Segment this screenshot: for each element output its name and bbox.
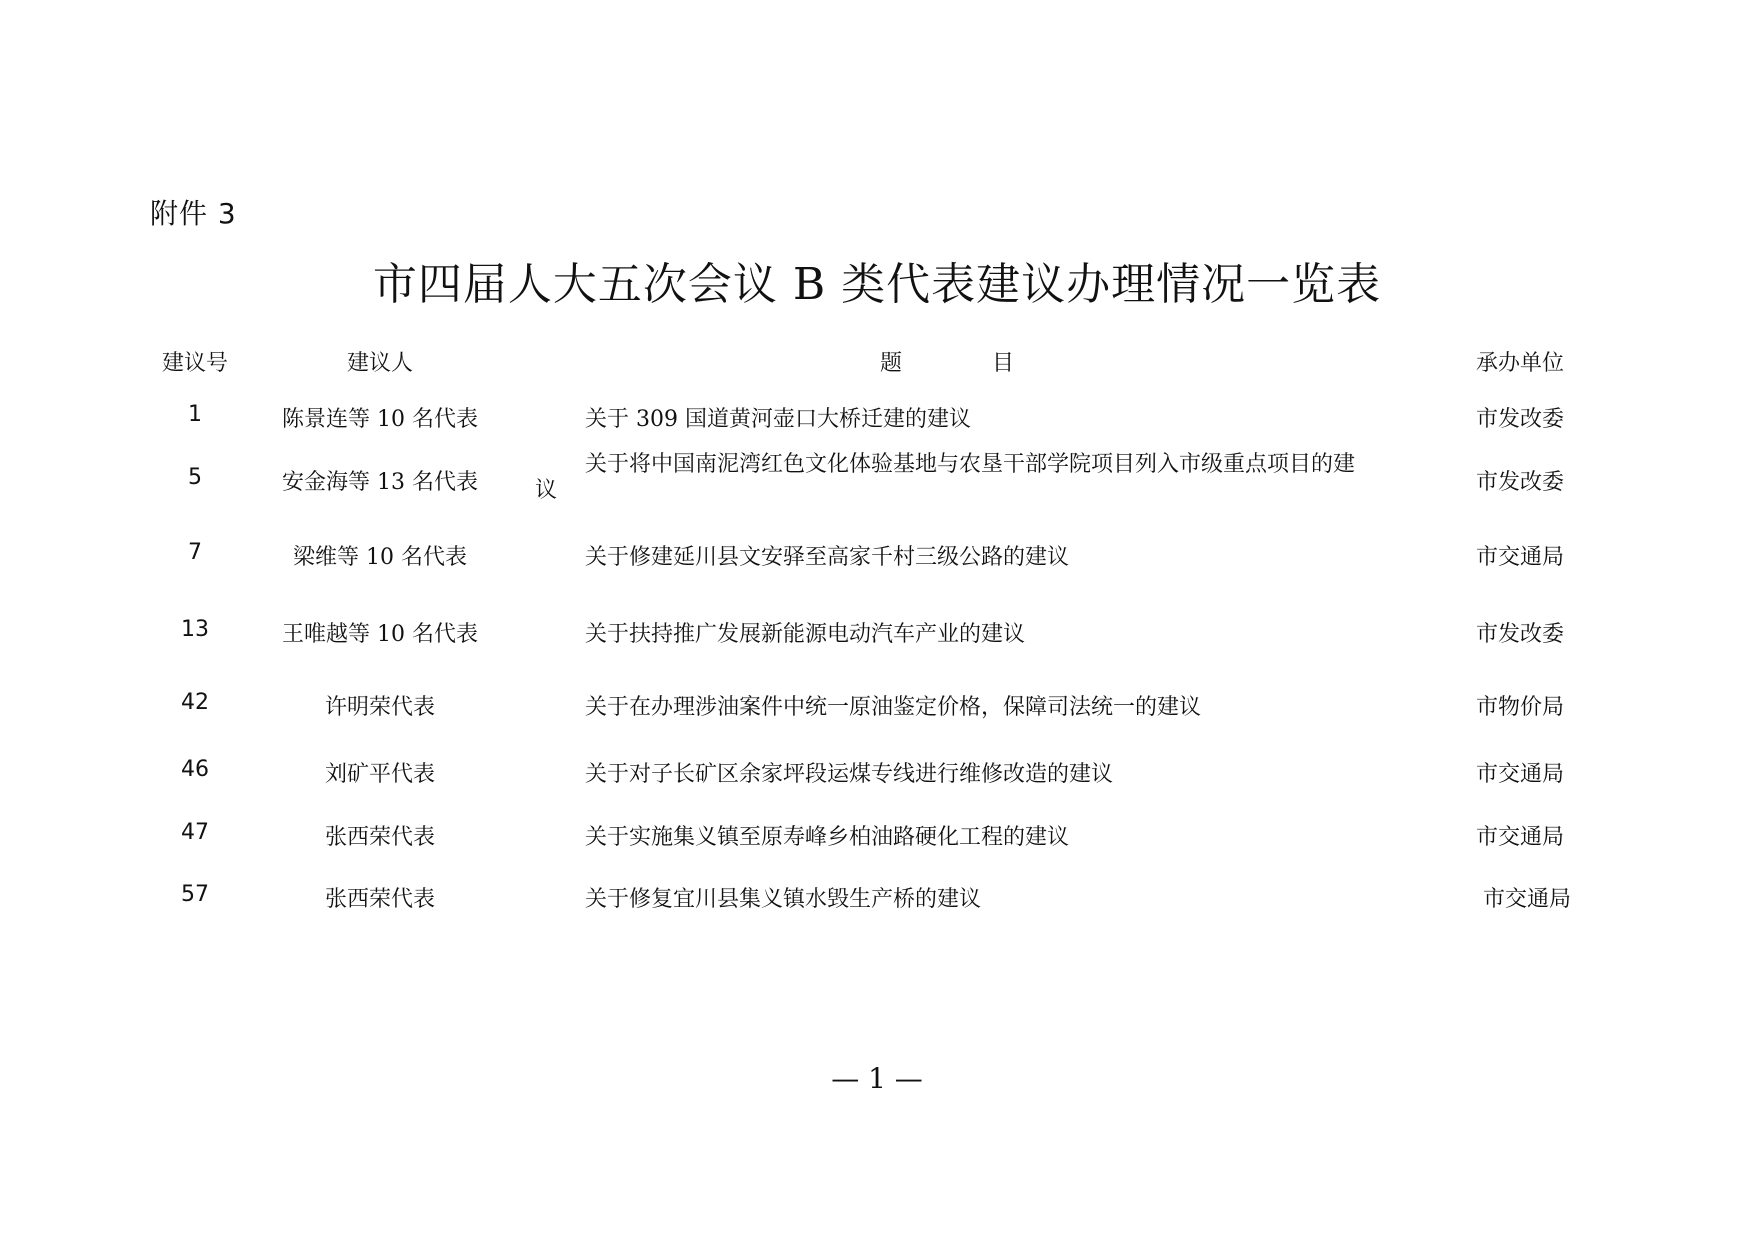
page-title: 市四届人大五次会议 B 类代表建议办理情况一览表 [372,259,1382,310]
table-row-topic: 关于实施集义镇至原寿峰乡柏油路硬化工程的建议 [585,825,1070,850]
table-row-no: 7 [188,540,202,565]
table-row-unit: 市交通局 [1475,825,1564,850]
attachment-label: 附件 3 [150,197,237,230]
table-row-no: 1 [188,402,202,427]
table-row-person: 刘矿平代表 [324,762,435,787]
table-row-unit: 市发改委 [1475,622,1564,647]
table-row-person: 张西荣代表 [324,887,435,912]
table-row-topic: 关于 309 国道黄河壶口大桥迁建的建议 [585,407,971,432]
table-row-no: 47 [181,820,209,845]
table-row-topic: 关于将中国南泥湾红色文化体验基地与农垦干部学院项目列入市级重点项目的建议 [535,452,1356,503]
table-row-no: 42 [181,690,209,715]
header-no: 建议号 [161,351,228,376]
table-row-unit: 市发改委 [1475,407,1564,432]
table-row-topic: 关于修复宜川县集义镇水毁生产桥的建议 [585,887,982,912]
table-row-unit: 市物价局 [1475,695,1564,720]
table-row-person: 张西荣代表 [324,825,435,850]
table-row-topic: 关于扶持推广发展新能源电动汽车产业的建议 [585,622,1026,647]
table-row-person: 许明荣代表 [324,695,435,720]
table-row-topic: 关于对子长矿区余家坪段运煤专线进行维修改造的建议 [585,762,1114,787]
table-row-unit: 市交通局 [1475,762,1564,787]
table-row-no: 5 [188,465,202,490]
table-row-no: 13 [181,617,209,642]
table-row-unit: 市发改委 [1475,470,1564,495]
table-row-topic: 关于在办理涉油案件中统一原油鉴定价格，保障司法统一的建议 [585,695,1202,720]
table-row-person: 安金海等 13 名代表 [282,470,478,495]
table-row-person: 王唯越等 10 名代表 [282,622,478,647]
table-row-no: 46 [181,757,209,782]
table-row-topic: 关于修建延川县文安驿至高家千村三级公路的建议 [585,545,1070,570]
table-row-person: 梁维等 10 名代表 [293,545,467,570]
table-row-unit: 市交通局 [1475,545,1564,570]
table-row-person: 陈景连等 10 名代表 [282,407,478,432]
header-person: 建议人 [346,351,413,376]
page-number: — 1 — [831,1062,923,1095]
table-row-no: 57 [181,882,209,907]
header-unit: 承办单位 [1475,351,1564,376]
header-topic: 题目 [880,351,1105,376]
table-row-unit: 市交通局 [1482,887,1571,912]
